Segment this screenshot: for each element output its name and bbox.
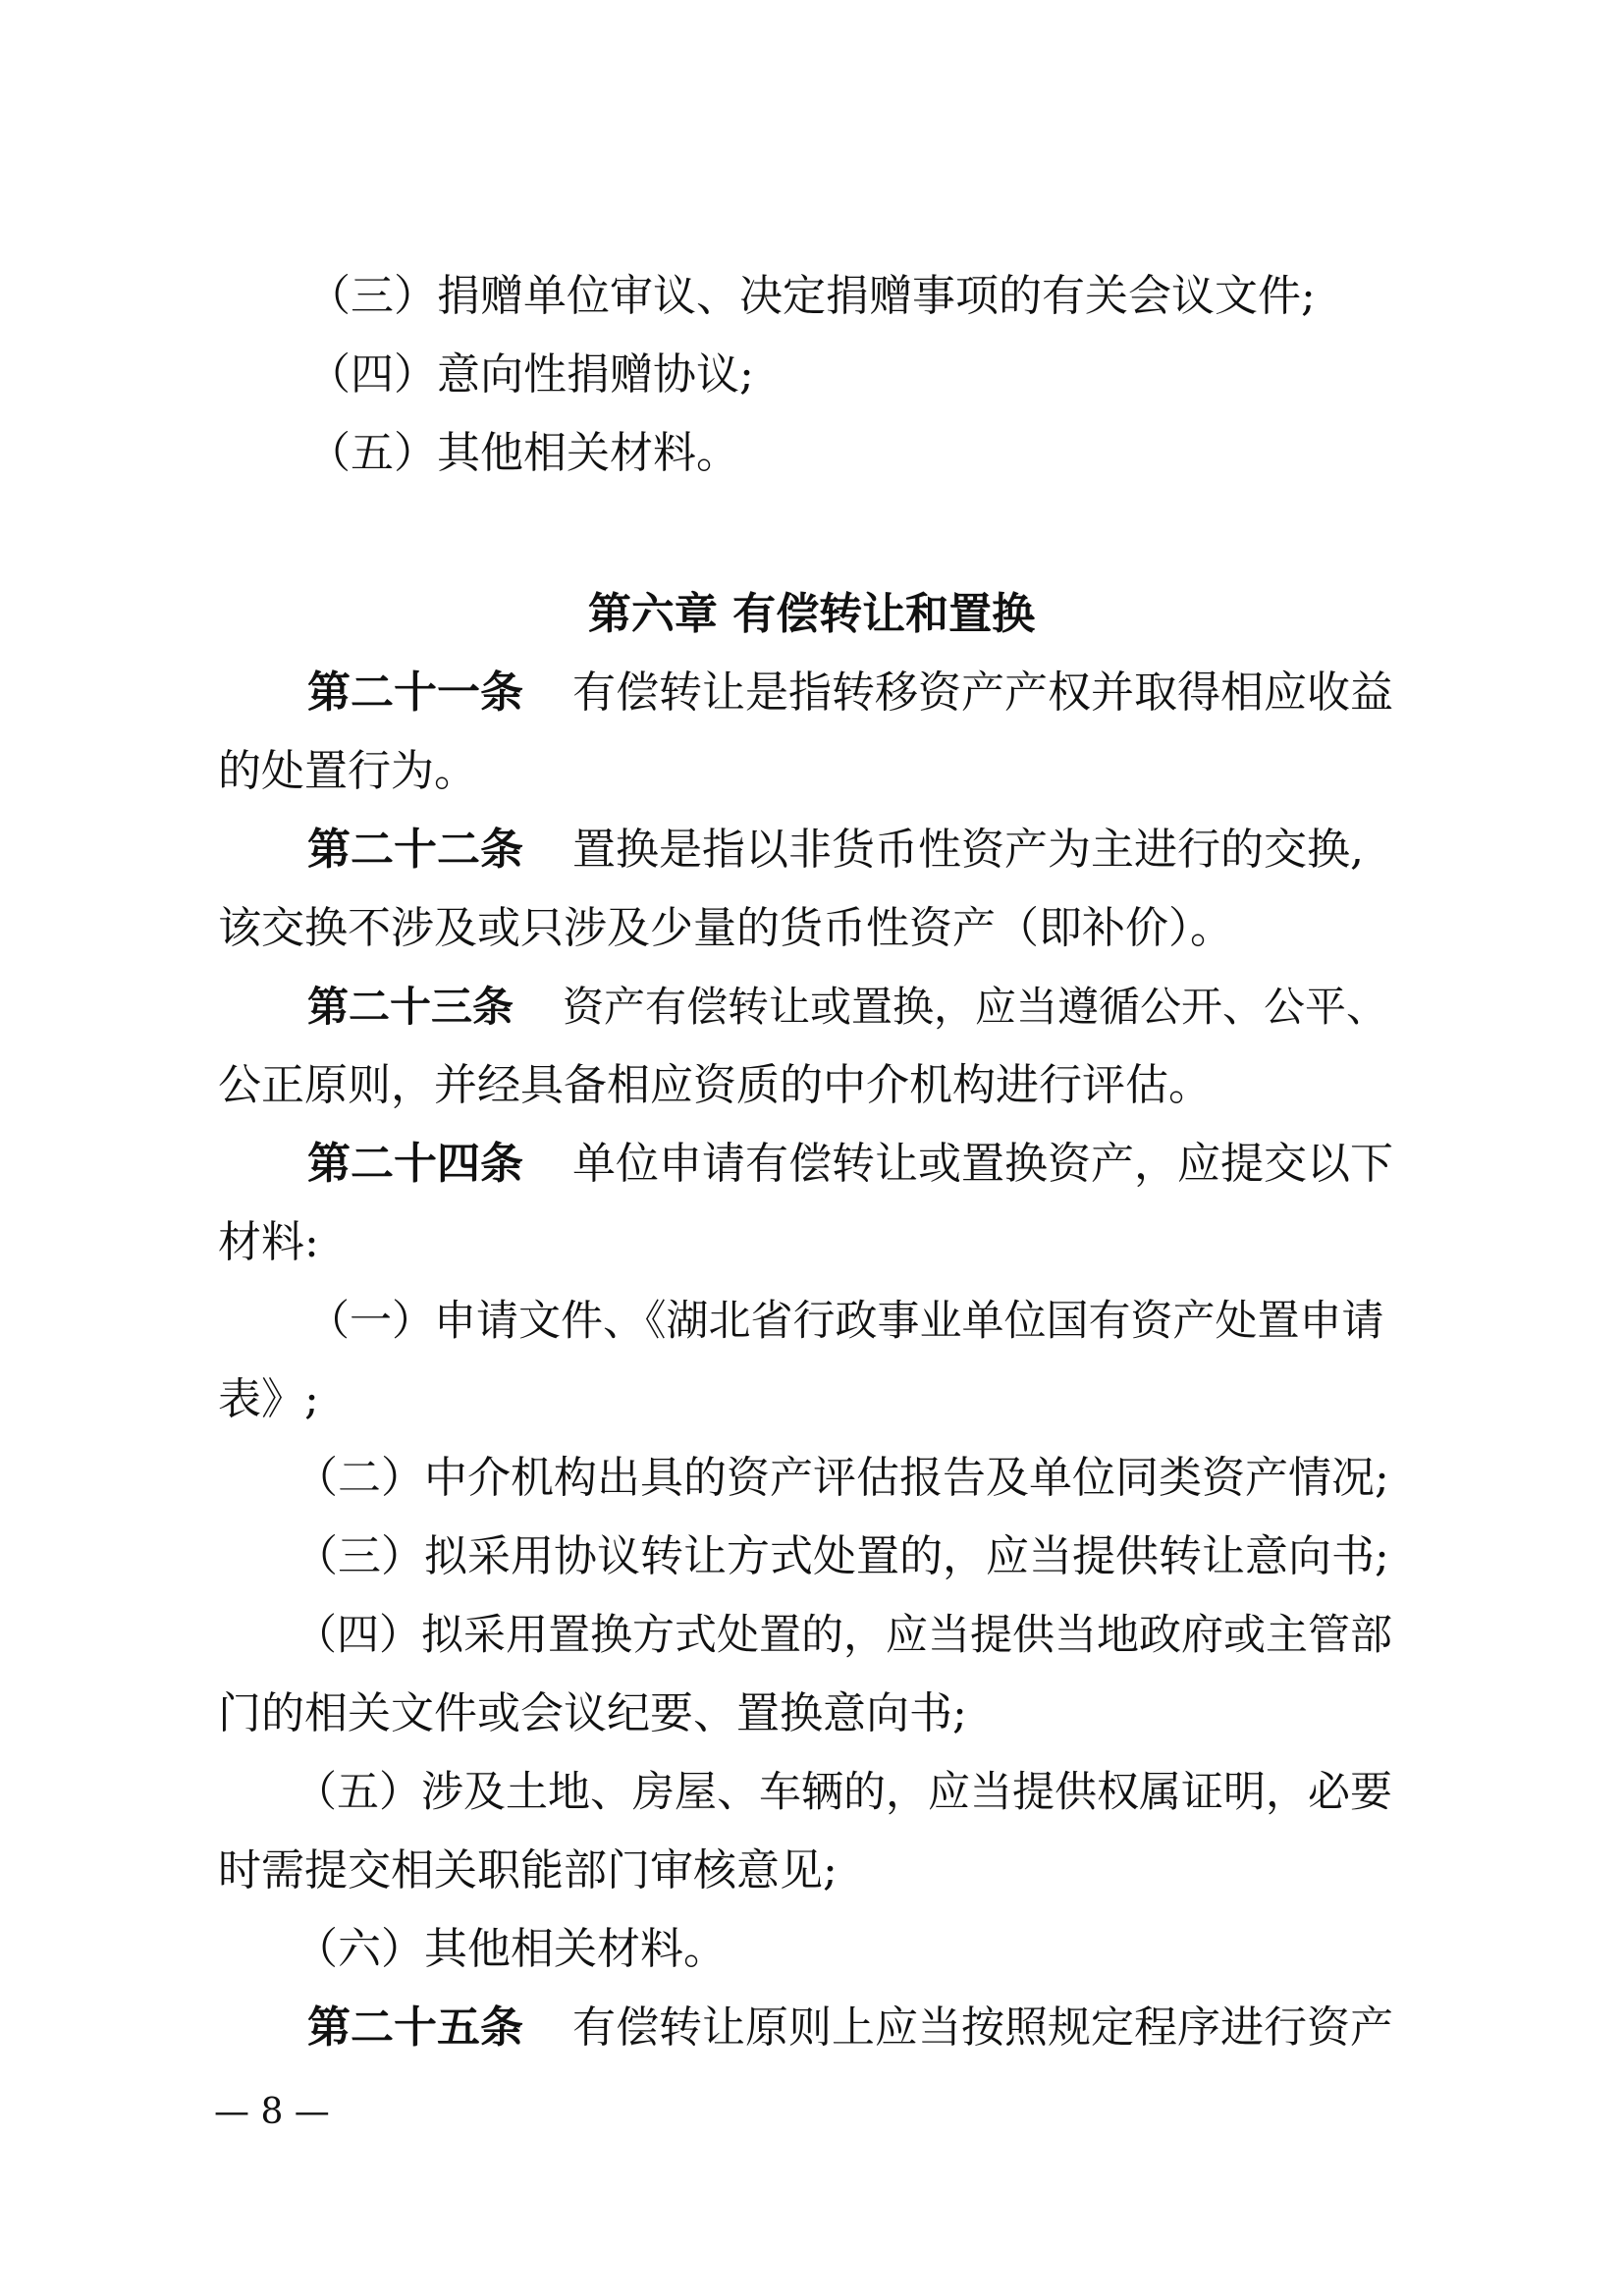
item-six-transfer: （六）其他相关材料。 xyxy=(295,1924,727,1974)
chapter-heading: 第六章 有偿转让和置换 xyxy=(587,589,1036,639)
item-four-transfer: （四）拟采用置换方式处置的，应当提供当地政府或主管部 xyxy=(295,1611,1392,1660)
article-22-continuation: 该交换不涉及或只涉及少量的货币性资产（即补价）。 xyxy=(218,903,1233,953)
article-24-text: 单位申请有偿转让或置换资产，应提交以下 xyxy=(572,1139,1393,1189)
article-22-label: 第二十二条 xyxy=(307,825,523,875)
item-five-transfer: （五）涉及土地、房屋、车辆的，应当提供权属证明，必要 xyxy=(295,1768,1392,1817)
item-one-continuation: 表》; xyxy=(218,1374,319,1424)
article-21-text: 有偿转让是指转移资产产权并取得相应收益 xyxy=(572,667,1393,718)
item-three-transfer: （三）拟采用协议转让方式处置的，应当提供转让意向书; xyxy=(295,1531,1389,1581)
article-22-text: 置换是指以非货币性资产为主进行的交换, xyxy=(572,825,1364,875)
item-four-continuation: 门的相关文件或会议纪要、置换意向书; xyxy=(218,1688,967,1738)
item-five-continuation: 时需提交相关职能部门审核意见; xyxy=(218,1845,838,1896)
item-five-donation: （五）其他相关材料。 xyxy=(307,428,739,478)
item-four-donation: （四）意向性捐赠协议; xyxy=(307,349,754,400)
item-two-transfer: （二）中介机构出具的资产评估报告及单位同类资产情况; xyxy=(295,1453,1389,1503)
article-24-continuation: 材料: xyxy=(218,1217,319,1267)
article-21-continuation: 的处置行为。 xyxy=(218,746,477,796)
article-23-label: 第二十三条 xyxy=(307,983,514,1031)
article-25-text: 有偿转让原则上应当按照规定程序进行资产 xyxy=(572,2002,1393,2053)
item-three-donation: （三）捐赠单位审议、决定捐赠事项的有关会议文件; xyxy=(307,271,1316,321)
article-21 xyxy=(307,664,1393,722)
article-24 xyxy=(307,1135,1393,1194)
article-24-label: 第二十四条 xyxy=(307,1139,523,1189)
article-23-text: 资产有偿转让或置换，应当遵循公开、公平、 xyxy=(563,983,1388,1031)
article-25 xyxy=(307,1999,1393,2057)
article-23-continuation: 公正原则，并经具备相应资质的中介机构进行评估。 xyxy=(218,1060,1212,1110)
item-one-transfer: （一）申请文件、《湖北省行政事业单位国有资产处置申请 xyxy=(307,1297,1384,1346)
article-25-label: 第二十五条 xyxy=(307,2002,523,2053)
article-23 xyxy=(307,978,1387,1037)
page-number: — 8 — xyxy=(214,2092,330,2132)
article-22 xyxy=(307,821,1364,880)
article-21-label: 第二十一条 xyxy=(307,667,523,718)
